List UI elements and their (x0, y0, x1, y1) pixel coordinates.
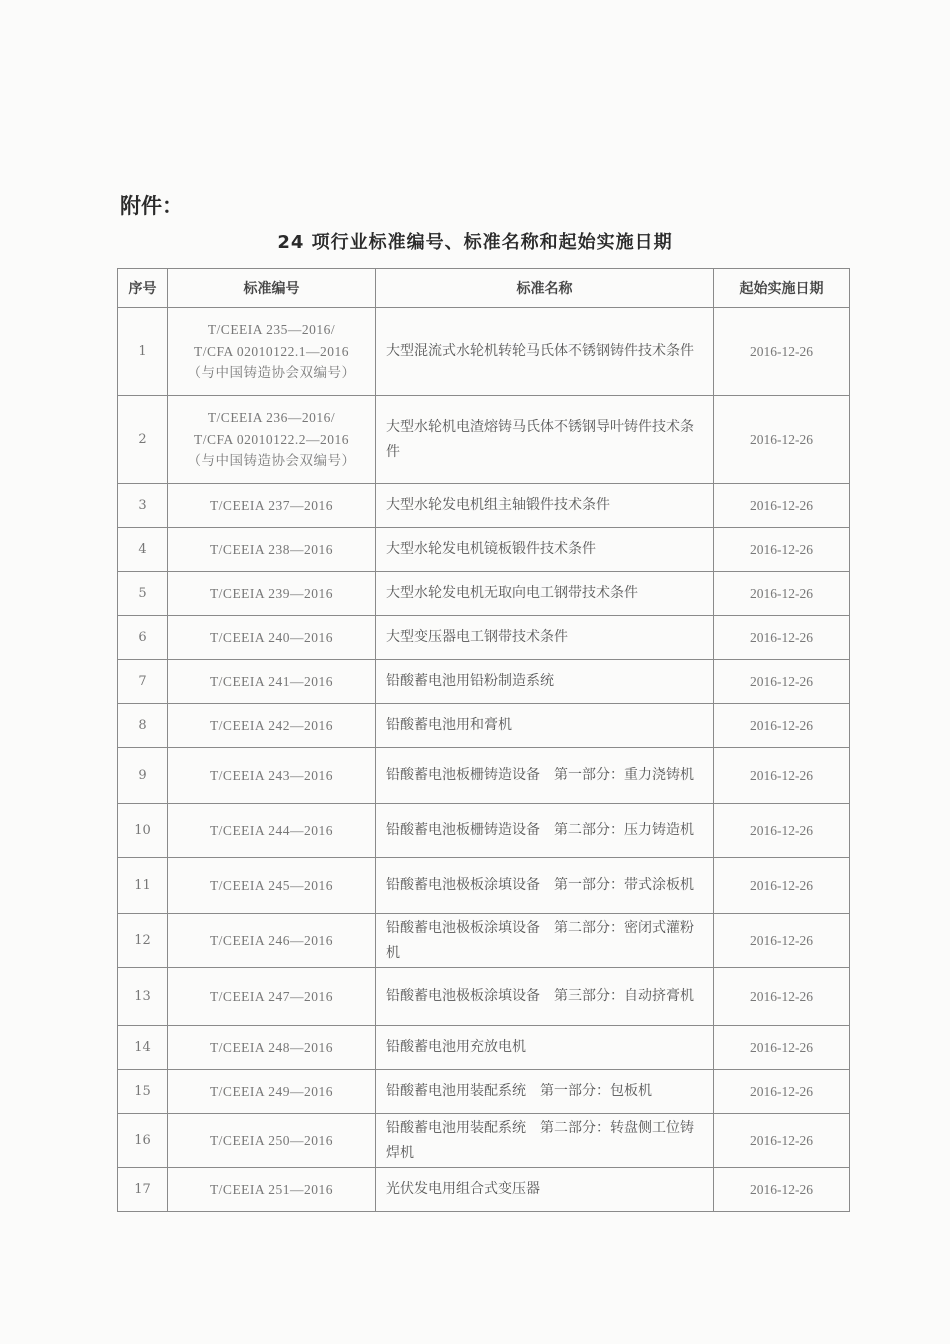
row-effective-date: 2016-12-26 (714, 858, 850, 914)
table-row (118, 484, 850, 528)
standard-code-line: T/CEEIA 247—2016 (209, 988, 334, 1004)
table-row (118, 1026, 850, 1070)
standards-table (117, 268, 850, 1212)
row-standard-name: 大型变压器电工钢带技术条件 (376, 616, 714, 660)
table-body (118, 308, 850, 1212)
row-standard-code (168, 968, 376, 1026)
table-row (118, 616, 850, 660)
row-standard-name: 铅酸蓄电池极板涂填设备 第二部分：密闭式灌粉机 (376, 914, 714, 968)
row-effective-date: 2016-12-26 (714, 528, 850, 572)
row-standard-name: 大型混流式水轮机转轮马氏体不锈钢铸件技术条件 (376, 308, 714, 396)
row-serial-no: 16 (118, 1114, 168, 1168)
row-serial-no: 12 (118, 914, 168, 968)
row-effective-date: 2016-12-26 (714, 484, 850, 528)
row-serial-no: 4 (118, 528, 168, 572)
row-standard-code (168, 1026, 376, 1070)
row-standard-code (168, 704, 376, 748)
standard-code-line: T/CEEIA 246—2016 (209, 932, 334, 948)
row-standard-code (168, 748, 376, 804)
row-serial-no: 13 (118, 968, 168, 1026)
row-standard-code (168, 1168, 376, 1212)
row-standard-name: 铅酸蓄电池用和膏机 (376, 704, 714, 748)
row-effective-date: 2016-12-26 (714, 748, 850, 804)
row-serial-no: 5 (118, 572, 168, 616)
row-standard-name: 铅酸蓄电池用装配系统 第二部分：转盘侧工位铸焊机 (376, 1114, 714, 1168)
row-standard-code (168, 484, 376, 528)
table-row (118, 1114, 850, 1168)
row-standard-name: 大型水轮发电机无取向电工钢带技术条件 (376, 572, 714, 616)
row-effective-date: 2016-12-26 (714, 396, 850, 484)
row-serial-no: 3 (118, 484, 168, 528)
row-standard-name: 铅酸蓄电池用充放电机 (376, 1026, 714, 1070)
row-standard-name: 光伏发电用组合式变压器 (376, 1168, 714, 1212)
standard-code-line: T/CEEIA 235—2016/ (207, 322, 336, 338)
row-standard-name: 铅酸蓄电池用铅粉制造系统 (376, 660, 714, 704)
row-serial-no: 8 (118, 704, 168, 748)
standard-code-line: T/CEEIA 240—2016 (209, 629, 334, 645)
row-serial-no: 15 (118, 1070, 168, 1114)
standard-code-line: T/CEEIA 250—2016 (209, 1132, 334, 1148)
standard-code-line: T/CEEIA 243—2016 (209, 767, 334, 783)
standard-code-line: T/CEEIA 241—2016 (209, 673, 334, 689)
standard-code-line: T/CFA 02010122.1—2016 (193, 343, 349, 359)
row-effective-date: 2016-12-26 (714, 1026, 850, 1070)
row-standard-code (168, 616, 376, 660)
header-standard-name: 标准名称 (376, 269, 714, 308)
standard-code-line: T/CEEIA 249—2016 (209, 1083, 334, 1099)
row-effective-date: 2016-12-26 (714, 660, 850, 704)
row-serial-no: 10 (118, 804, 168, 858)
row-serial-no: 17 (118, 1168, 168, 1212)
row-effective-date: 2016-12-26 (714, 308, 850, 396)
standard-code-line: T/CEEIA 239—2016 (209, 585, 334, 601)
header-standard-code: 标准编号 (168, 269, 376, 308)
row-serial-no: 6 (118, 616, 168, 660)
row-standard-name: 铅酸蓄电池极板涂填设备 第一部分：带式涂板机 (376, 858, 714, 914)
row-standard-code (168, 660, 376, 704)
table-header-row (118, 269, 850, 308)
standard-code-line: T/CEEIA 238—2016 (209, 541, 334, 557)
row-standard-code (168, 1114, 376, 1168)
standard-code-line: T/CEEIA 237—2016 (209, 497, 334, 513)
row-standard-code (168, 1070, 376, 1114)
row-standard-code (168, 396, 376, 484)
standard-code-line: T/CFA 02010122.2—2016 (193, 431, 349, 447)
row-standard-code (168, 804, 376, 858)
row-effective-date: 2016-12-26 (714, 704, 850, 748)
row-serial-no: 7 (118, 660, 168, 704)
standard-code-line: T/CEEIA 236—2016/ (207, 410, 336, 426)
table-row (118, 804, 850, 858)
standard-code-line: T/CEEIA 242—2016 (209, 717, 334, 733)
standard-code-line: （与中国铸造协会双编号） (187, 365, 356, 381)
standard-code-line: T/CEEIA 248—2016 (209, 1039, 334, 1055)
standard-code-line: T/CEEIA 251—2016 (209, 1181, 334, 1197)
row-standard-name: 大型水轮机电渣熔铸马氏体不锈钢导叶铸件技术条件 (376, 396, 714, 484)
table-row (118, 572, 850, 616)
table-row (118, 528, 850, 572)
table-row (118, 1168, 850, 1212)
row-standard-code (168, 572, 376, 616)
table-row (118, 308, 850, 396)
document-title: 24 项行业标准编号、标准名称和起始实施日期 (277, 232, 673, 253)
table-row (118, 396, 850, 484)
row-effective-date: 2016-12-26 (714, 616, 850, 660)
row-standard-name: 大型水轮发电机镜板锻件技术条件 (376, 528, 714, 572)
header-effective-date: 起始实施日期 (714, 269, 850, 308)
row-standard-code (168, 914, 376, 968)
row-serial-no: 2 (118, 396, 168, 484)
row-effective-date: 2016-12-26 (714, 914, 850, 968)
row-effective-date: 2016-12-26 (714, 1168, 850, 1212)
row-standard-name: 铅酸蓄电池极板涂填设备 第三部分：自动挤膏机 (376, 968, 714, 1026)
row-standard-code (168, 528, 376, 572)
row-effective-date: 2016-12-26 (714, 572, 850, 616)
table-row (118, 704, 850, 748)
row-serial-no: 14 (118, 1026, 168, 1070)
row-standard-name: 大型水轮发电机组主轴锻件技术条件 (376, 484, 714, 528)
standard-code-line: （与中国铸造协会双编号） (187, 453, 356, 469)
table-row (118, 748, 850, 804)
row-standard-code (168, 858, 376, 914)
row-effective-date: 2016-12-26 (714, 968, 850, 1026)
table-row (118, 914, 850, 968)
attachment-label: 附件： (120, 194, 183, 218)
row-serial-no: 1 (118, 308, 168, 396)
header-serial-no: 序号 (118, 269, 168, 308)
table-row (118, 1070, 850, 1114)
row-standard-name: 铅酸蓄电池板栅铸造设备 第一部分：重力浇铸机 (376, 748, 714, 804)
row-effective-date: 2016-12-26 (714, 1070, 850, 1114)
row-effective-date: 2016-12-26 (714, 804, 850, 858)
standard-code-line: T/CEEIA 244—2016 (209, 822, 334, 838)
row-effective-date: 2016-12-26 (714, 1114, 850, 1168)
row-serial-no: 9 (118, 748, 168, 804)
row-serial-no: 11 (118, 858, 168, 914)
standard-code-line: T/CEEIA 245—2016 (209, 877, 334, 893)
row-standard-name: 铅酸蓄电池用装配系统 第一部分：包板机 (376, 1070, 714, 1114)
row-standard-name: 铅酸蓄电池板栅铸造设备 第二部分：压力铸造机 (376, 804, 714, 858)
row-standard-code (168, 308, 376, 396)
table-row (118, 858, 850, 914)
table-row (118, 968, 850, 1026)
table-row (118, 660, 850, 704)
